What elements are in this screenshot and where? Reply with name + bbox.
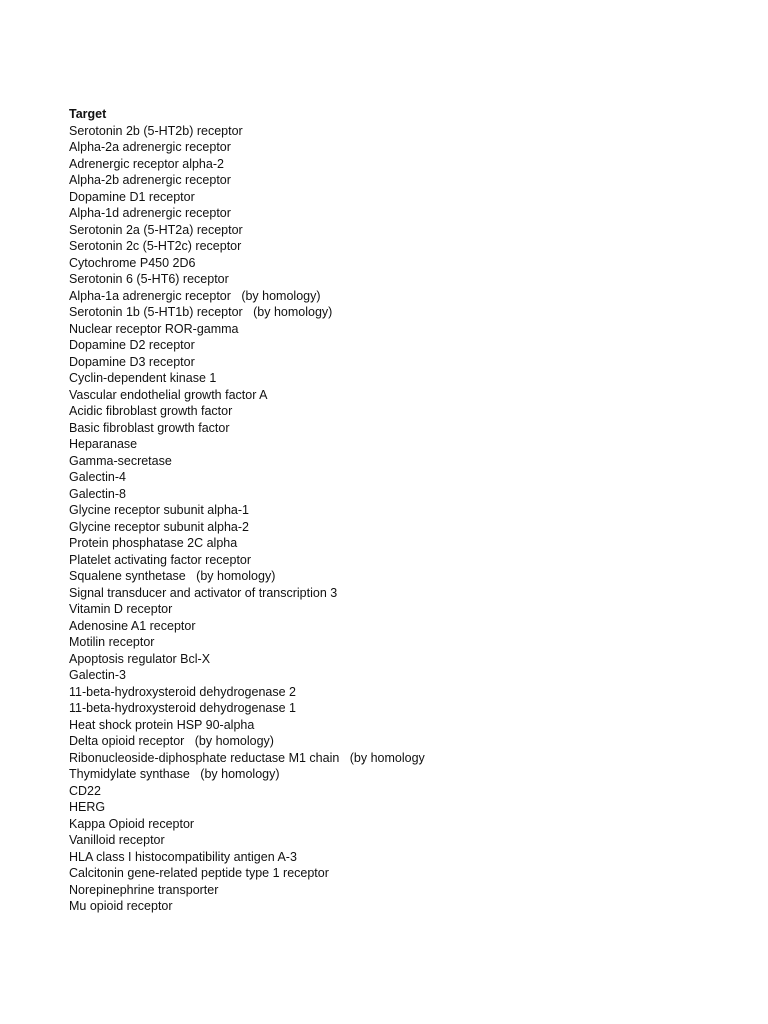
list-item: Serotonin 6 (5-HT6) receptor bbox=[69, 272, 229, 286]
list-item: Galectin-4 bbox=[69, 470, 126, 484]
list-item: Cytochrome P450 2D6 bbox=[69, 255, 196, 270]
list-item: Platelet activating factor receptor bbox=[69, 552, 252, 567]
list-item: Kappa Opioid receptor bbox=[69, 816, 195, 831]
list-item: Dopamine D1 receptor bbox=[69, 189, 195, 204]
list-item: 11-beta-hydroxysteroid dehydrogenase 1 bbox=[69, 701, 296, 715]
column-heading: Target bbox=[69, 107, 107, 121]
list-item: Nuclear receptor ROR-gamma bbox=[69, 321, 239, 336]
list-item: Galectin-8 bbox=[69, 486, 126, 501]
list-item: Serotonin 2a (5-HT2a) receptor bbox=[69, 222, 243, 237]
list-item: HERG bbox=[69, 800, 106, 814]
list-item: HLA class I histocompatibility antigen A-3 bbox=[69, 849, 297, 864]
list-item: Alpha-1a adrenergic receptor (by homology) bbox=[69, 288, 321, 303]
list-item: Thymidylate synthase (by homology) bbox=[69, 767, 280, 781]
list-item: Dopamine D3 receptor bbox=[69, 354, 195, 369]
list-item: Serotonin 1b (5-HT1b) receptor (by homology) bbox=[69, 305, 333, 319]
list-item: Vanilloid receptor bbox=[69, 833, 165, 847]
list-item: Cyclin-dependent kinase 1 bbox=[69, 371, 217, 385]
list-item: Adenosine A1 receptor bbox=[69, 618, 196, 633]
target-list bbox=[69, 106, 425, 915]
list-item: Alpha-2a adrenergic receptor bbox=[69, 140, 231, 154]
list-item: Signal transducer and activator of transcription 3 bbox=[69, 585, 338, 600]
list-item: Glycine receptor subunit alpha-2 bbox=[69, 519, 249, 534]
list-item: Glycine receptor subunit alpha-1 bbox=[69, 503, 249, 517]
list-item: Delta opioid receptor (by homology) bbox=[69, 734, 274, 748]
list-item: Serotonin 2b (5-HT2b) receptor bbox=[69, 123, 243, 138]
list-item: Basic fibroblast growth factor bbox=[69, 420, 230, 435]
list-item: Serotonin 2c (5-HT2c) receptor bbox=[69, 239, 242, 253]
list-item: CD22 bbox=[69, 783, 101, 798]
list-item: Heat shock protein HSP 90-alpha bbox=[69, 717, 255, 732]
list-item: Vascular endothelial growth factor A bbox=[69, 387, 268, 402]
list-item: Norepinephrine transporter bbox=[69, 882, 219, 897]
list-item: Acidic fibroblast growth factor bbox=[69, 404, 233, 418]
list-item: Squalene synthetase (by homology) bbox=[69, 569, 276, 583]
list-item: Apoptosis regulator Bcl-X bbox=[69, 651, 211, 666]
list-item: Calcitonin gene-related peptide type 1 receptor bbox=[69, 866, 329, 880]
list-item: Heparanase bbox=[69, 437, 138, 451]
list-item: Galectin-3 bbox=[69, 668, 126, 682]
list-item: Gamma-secretase bbox=[69, 453, 172, 468]
list-item: Alpha-2b adrenergic receptor bbox=[69, 173, 231, 187]
list-item: Ribonucleoside-diphosphate reductase M1 chain (by homology bbox=[69, 750, 425, 765]
list-item: Protein phosphatase 2C alpha bbox=[69, 536, 238, 550]
list-item: Motilin receptor bbox=[69, 635, 155, 649]
list-item: 11-beta-hydroxysteroid dehydrogenase 2 bbox=[69, 684, 296, 699]
list-item: Adrenergic receptor alpha-2 bbox=[69, 156, 224, 171]
list-item: Mu opioid receptor bbox=[69, 899, 173, 913]
list-item: Vitamin D receptor bbox=[69, 602, 173, 616]
list-item: Dopamine D2 receptor bbox=[69, 338, 195, 352]
list-item: Alpha-1d adrenergic receptor bbox=[69, 206, 231, 220]
